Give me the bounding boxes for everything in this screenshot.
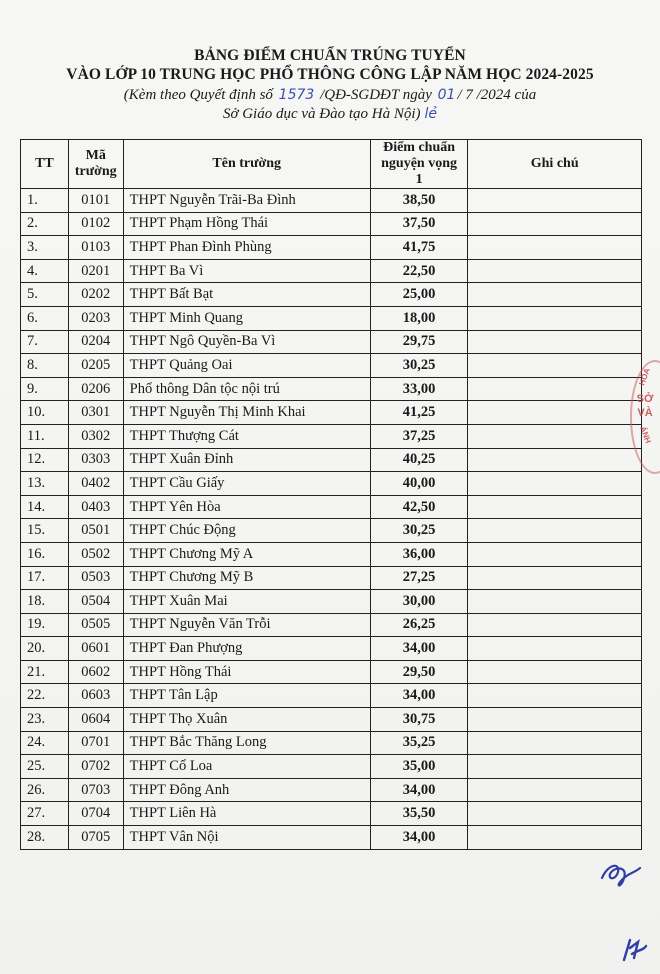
stamp-text-4: ÁNH bbox=[638, 425, 653, 445]
cell-tt: 6. bbox=[21, 306, 69, 330]
cell-school-code: 0302 bbox=[68, 424, 123, 448]
cell-tt: 23. bbox=[21, 708, 69, 732]
cell-tt: 28. bbox=[21, 826, 69, 850]
cell-note bbox=[468, 354, 642, 378]
table-row bbox=[21, 306, 642, 330]
initial-mark-handwritten: lẻ bbox=[424, 106, 438, 122]
subtitle-line-2 bbox=[0, 105, 660, 124]
cell-cutoff-score: 30,25 bbox=[370, 354, 468, 378]
cell-tt: 22. bbox=[21, 684, 69, 708]
cell-cutoff-score: 35,50 bbox=[370, 802, 468, 826]
table-row bbox=[21, 236, 642, 260]
table-row bbox=[21, 708, 642, 732]
cell-school-name: THPT Nguyễn Thị Minh Khai bbox=[123, 401, 370, 425]
stamp-text-1: HÒA bbox=[637, 366, 652, 387]
cell-cutoff-score: 41,25 bbox=[370, 401, 468, 425]
cell-school-name: THPT Đông Anh bbox=[123, 778, 370, 802]
cell-school-code: 0604 bbox=[68, 708, 123, 732]
cell-note bbox=[468, 236, 642, 260]
subtitle-prefix: (Kèm theo Quyết định số bbox=[123, 87, 273, 103]
cell-tt: 17. bbox=[21, 566, 69, 590]
cell-note bbox=[468, 660, 642, 684]
cell-school-code: 0101 bbox=[68, 189, 123, 213]
cell-school-code: 0203 bbox=[68, 306, 123, 330]
cell-tt: 11. bbox=[21, 424, 69, 448]
cell-note bbox=[468, 542, 642, 566]
cell-cutoff-score: 29,50 bbox=[370, 660, 468, 684]
cell-school-code: 0301 bbox=[68, 401, 123, 425]
cell-tt: 3. bbox=[21, 236, 69, 260]
table-row bbox=[21, 590, 642, 614]
table-row bbox=[21, 401, 642, 425]
cell-note bbox=[468, 519, 642, 543]
cell-school-name: THPT Liên Hà bbox=[123, 802, 370, 826]
cell-school-name: THPT Phan Đình Phùng bbox=[123, 236, 370, 260]
table-row bbox=[21, 566, 642, 590]
cell-school-code: 0505 bbox=[68, 613, 123, 637]
table-row bbox=[21, 637, 642, 661]
header-score-line-1: Điểm chuẩn bbox=[383, 140, 456, 155]
cell-tt: 7. bbox=[21, 330, 69, 354]
cell-school-code: 0403 bbox=[68, 495, 123, 519]
subtitle-mid: /QĐ-SGDĐT ngày bbox=[320, 87, 432, 103]
table-row bbox=[21, 377, 642, 401]
cell-note bbox=[468, 708, 642, 732]
cell-note bbox=[468, 212, 642, 236]
document-header bbox=[0, 46, 660, 124]
cell-school-code: 0603 bbox=[68, 684, 123, 708]
cell-school-code: 0201 bbox=[68, 259, 123, 283]
official-stamp-fragment bbox=[630, 366, 660, 460]
cell-note bbox=[468, 826, 642, 850]
cell-school-name: THPT Xuân Mai bbox=[123, 590, 370, 614]
cell-school-code: 0602 bbox=[68, 660, 123, 684]
cell-school-name: THPT Bất Bạt bbox=[123, 283, 370, 307]
cell-school-code: 0502 bbox=[68, 542, 123, 566]
table-row bbox=[21, 826, 642, 850]
table-row bbox=[21, 354, 642, 378]
cell-tt: 12. bbox=[21, 448, 69, 472]
cell-tt: 27. bbox=[21, 802, 69, 826]
table-row bbox=[21, 542, 642, 566]
cell-note bbox=[468, 731, 642, 755]
cell-school-code: 0205 bbox=[68, 354, 123, 378]
cell-school-name: THPT Ngô Quyền-Ba Vì bbox=[123, 330, 370, 354]
cell-school-code: 0303 bbox=[68, 448, 123, 472]
cell-cutoff-score: 30,00 bbox=[370, 590, 468, 614]
cell-school-name: THPT Thọ Xuân bbox=[123, 708, 370, 732]
table-row bbox=[21, 802, 642, 826]
cell-note bbox=[468, 377, 642, 401]
cell-note bbox=[468, 330, 642, 354]
cell-tt: 15. bbox=[21, 519, 69, 543]
table-row bbox=[21, 189, 642, 213]
cell-school-code: 0704 bbox=[68, 802, 123, 826]
cell-cutoff-score: 37,50 bbox=[370, 212, 468, 236]
table-row bbox=[21, 755, 642, 779]
cell-school-name: THPT Vân Nội bbox=[123, 826, 370, 850]
cell-school-name: THPT Đan Phượng bbox=[123, 637, 370, 661]
cell-school-name: THPT Xuân Đỉnh bbox=[123, 448, 370, 472]
cell-note bbox=[468, 424, 642, 448]
cell-school-code: 0102 bbox=[68, 212, 123, 236]
title-line-2: VÀO LỚP 10 TRUNG HỌC PHỔ THÔNG CÔNG LẬP NĂM HỌC 2024-2025 bbox=[66, 66, 594, 83]
cell-tt: 26. bbox=[21, 778, 69, 802]
decision-number-handwritten: 1573 bbox=[278, 87, 315, 103]
header-note: Ghi chú bbox=[468, 140, 642, 189]
admission-score-table bbox=[20, 139, 642, 850]
cell-school-code: 0402 bbox=[68, 472, 123, 496]
cell-note bbox=[468, 755, 642, 779]
cell-tt: 20. bbox=[21, 637, 69, 661]
table-row bbox=[21, 448, 642, 472]
cell-cutoff-score: 29,75 bbox=[370, 330, 468, 354]
cell-school-name: THPT Thượng Cát bbox=[123, 424, 370, 448]
cell-cutoff-score: 34,00 bbox=[370, 684, 468, 708]
cell-tt: 14. bbox=[21, 495, 69, 519]
table-row bbox=[21, 495, 642, 519]
cell-school-name: THPT Bắc Thăng Long bbox=[123, 731, 370, 755]
cell-tt: 18. bbox=[21, 590, 69, 614]
cell-school-code: 0202 bbox=[68, 283, 123, 307]
cell-school-name: THPT Chúc Động bbox=[123, 519, 370, 543]
cell-tt: 1. bbox=[21, 189, 69, 213]
cell-school-name: THPT Quảng Oai bbox=[123, 354, 370, 378]
table-row bbox=[21, 684, 642, 708]
table-row bbox=[21, 613, 642, 637]
cell-cutoff-score: 37,25 bbox=[370, 424, 468, 448]
cell-cutoff-score: 34,00 bbox=[370, 637, 468, 661]
cell-cutoff-score: 40,25 bbox=[370, 448, 468, 472]
cell-school-name: THPT Phạm Hồng Thái bbox=[123, 212, 370, 236]
cell-school-name: THPT Ba Vì bbox=[123, 259, 370, 283]
cell-tt: 5. bbox=[21, 283, 69, 307]
cell-cutoff-score: 30,75 bbox=[370, 708, 468, 732]
cell-school-name: Phổ thông Dân tộc nội trú bbox=[123, 377, 370, 401]
cell-cutoff-score: 34,00 bbox=[370, 826, 468, 850]
cell-cutoff-score: 27,25 bbox=[370, 566, 468, 590]
cell-tt: 16. bbox=[21, 542, 69, 566]
cell-cutoff-score: 26,25 bbox=[370, 613, 468, 637]
cell-cutoff-score: 33,00 bbox=[370, 377, 468, 401]
table-row bbox=[21, 212, 642, 236]
cell-note bbox=[468, 472, 642, 496]
header-tt: TT bbox=[21, 140, 69, 189]
cell-tt: 2. bbox=[21, 212, 69, 236]
title-line-1: BẢNG ĐIỂM CHUẨN TRÚNG TUYỂN bbox=[194, 47, 466, 64]
table-row bbox=[21, 330, 642, 354]
cell-cutoff-score: 35,25 bbox=[370, 731, 468, 755]
table-header-row bbox=[21, 140, 642, 189]
table-row bbox=[21, 424, 642, 448]
cell-school-code: 0103 bbox=[68, 236, 123, 260]
cell-school-code: 0601 bbox=[68, 637, 123, 661]
cell-tt: 24. bbox=[21, 731, 69, 755]
table-row bbox=[21, 283, 642, 307]
header-code-line-1: Mã bbox=[85, 148, 106, 163]
cell-school-name: THPT Tân Lập bbox=[123, 684, 370, 708]
table-body bbox=[21, 189, 642, 850]
cell-note bbox=[468, 306, 642, 330]
header-cutoff-score bbox=[370, 140, 468, 189]
stamp-text-3: VÀ bbox=[637, 407, 653, 419]
header-score-line-2: nguyện vọng 1 bbox=[381, 156, 457, 187]
cell-school-name: THPT Minh Quang bbox=[123, 306, 370, 330]
handwritten-signature-icon bbox=[598, 858, 642, 894]
cell-school-code: 0701 bbox=[68, 731, 123, 755]
table-row bbox=[21, 472, 642, 496]
cell-note bbox=[468, 802, 642, 826]
cell-school-name: THPT Yên Hòa bbox=[123, 495, 370, 519]
table-row bbox=[21, 259, 642, 283]
cell-cutoff-score: 22,50 bbox=[370, 259, 468, 283]
table-row bbox=[21, 519, 642, 543]
cell-cutoff-score: 41,75 bbox=[370, 236, 468, 260]
header-school-name: Tên trường bbox=[123, 140, 370, 189]
subtitle-line-1 bbox=[0, 86, 660, 105]
header-code-line-2: trường bbox=[74, 164, 117, 179]
cell-note bbox=[468, 259, 642, 283]
header-school-code bbox=[68, 140, 123, 189]
subtitle-date-rest: / 7 /2024 của bbox=[457, 87, 537, 103]
cell-note bbox=[468, 448, 642, 472]
table-row bbox=[21, 660, 642, 684]
cell-cutoff-score: 25,00 bbox=[370, 283, 468, 307]
cell-school-code: 0204 bbox=[68, 330, 123, 354]
cell-school-code: 0501 bbox=[68, 519, 123, 543]
cell-school-name: THPT Chương Mỹ B bbox=[123, 566, 370, 590]
cell-cutoff-score: 35,00 bbox=[370, 755, 468, 779]
cell-school-name: THPT Cầu Giấy bbox=[123, 472, 370, 496]
cell-note bbox=[468, 684, 642, 708]
cell-cutoff-score: 30,25 bbox=[370, 519, 468, 543]
cell-tt: 9. bbox=[21, 377, 69, 401]
cell-cutoff-score: 38,50 bbox=[370, 189, 468, 213]
table-row bbox=[21, 778, 642, 802]
cell-note bbox=[468, 613, 642, 637]
cell-school-code: 0703 bbox=[68, 778, 123, 802]
cell-cutoff-score: 36,00 bbox=[370, 542, 468, 566]
cell-school-code: 0206 bbox=[68, 377, 123, 401]
cell-school-code: 0702 bbox=[68, 755, 123, 779]
page-initial-icon bbox=[618, 934, 648, 964]
subtitle-issuer: Sở Giáo dục và Đào tạo Hà Nội) bbox=[222, 106, 421, 122]
decision-day-handwritten: 01 bbox=[437, 87, 456, 103]
cell-cutoff-score: 34,00 bbox=[370, 778, 468, 802]
cell-school-code: 0705 bbox=[68, 826, 123, 850]
cell-note bbox=[468, 189, 642, 213]
cell-cutoff-score: 18,00 bbox=[370, 306, 468, 330]
cell-tt: 4. bbox=[21, 259, 69, 283]
cell-note bbox=[468, 566, 642, 590]
cell-cutoff-score: 40,00 bbox=[370, 472, 468, 496]
cell-note bbox=[468, 495, 642, 519]
cell-note bbox=[468, 401, 642, 425]
cell-tt: 21. bbox=[21, 660, 69, 684]
cell-tt: 25. bbox=[21, 755, 69, 779]
cell-tt: 8. bbox=[21, 354, 69, 378]
cell-school-code: 0504 bbox=[68, 590, 123, 614]
cell-note bbox=[468, 637, 642, 661]
cell-school-name: THPT Hồng Thái bbox=[123, 660, 370, 684]
cell-school-name: THPT Cổ Loa bbox=[123, 755, 370, 779]
cell-tt: 13. bbox=[21, 472, 69, 496]
cell-school-name: THPT Nguyễn Trãi-Ba Đình bbox=[123, 189, 370, 213]
cell-tt: 19. bbox=[21, 613, 69, 637]
cell-note bbox=[468, 778, 642, 802]
table-row bbox=[21, 731, 642, 755]
cell-tt: 10. bbox=[21, 401, 69, 425]
cell-school-code: 0503 bbox=[68, 566, 123, 590]
stamp-text-2: SỞ bbox=[636, 393, 654, 405]
cell-school-name: THPT Nguyễn Văn Trỗi bbox=[123, 613, 370, 637]
cell-school-name: THPT Chương Mỹ A bbox=[123, 542, 370, 566]
cell-note bbox=[468, 283, 642, 307]
cell-note bbox=[468, 590, 642, 614]
cell-cutoff-score: 42,50 bbox=[370, 495, 468, 519]
